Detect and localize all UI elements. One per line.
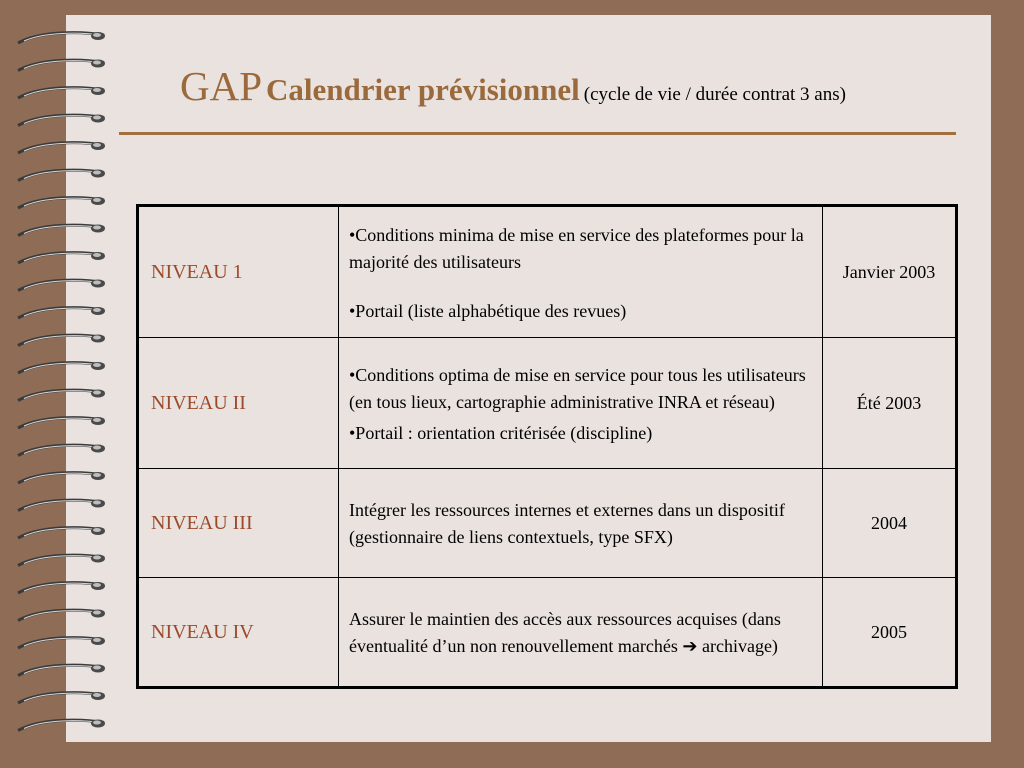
list-item: •Portail : orientation critérisée (discipline) [349,422,653,443]
title-main: Calendrier prévisionnel [266,72,580,107]
level-cell: NIVEAU 1 [138,206,339,338]
list-item: •Portail (liste alphabétique des revues) [349,300,627,321]
description-cell [339,206,823,338]
title-note: (cycle de vie / durée contrat 3 ans) [583,84,846,105]
title-gap: GAP [180,63,263,109]
page-title [180,62,980,110]
description-cell [339,338,823,469]
date-cell: Janvier 2003 [823,206,957,338]
table-row [138,578,957,688]
description-text: Assurer le maintien des accès aux ressources acquises (dans éventualité d’un non renouvellement marchés [349,609,781,656]
schedule-table [136,204,958,689]
arrow-right-icon: ➔ [682,636,698,656]
table-row [138,338,957,469]
date-cell: 2005 [823,578,957,688]
level-cell: NIVEAU III [138,469,339,578]
list-item: •Conditions minima de mise en service des plateformes pour la majorité des utilisateurs [349,224,804,272]
table-row [138,206,957,338]
level-cell: NIVEAU IV [138,578,339,688]
description-text-end: archivage) [701,636,778,656]
title-divider [119,132,956,135]
table-row [138,469,957,578]
date-cell: Été 2003 [823,338,957,469]
spiral-binding-icon [0,0,140,768]
description-cell [339,578,823,688]
date-cell: 2004 [823,469,957,578]
list-item: •Conditions optima de mise en service pour tous les utilisateurs (en tous lieux, cartographie administrative INRA et réseau) [349,364,806,412]
description-cell: Intégrer les ressources internes et externes dans un dispositif (gestionnaire de liens contextuels, type SFX) [339,469,823,578]
level-cell: NIVEAU II [138,338,339,469]
